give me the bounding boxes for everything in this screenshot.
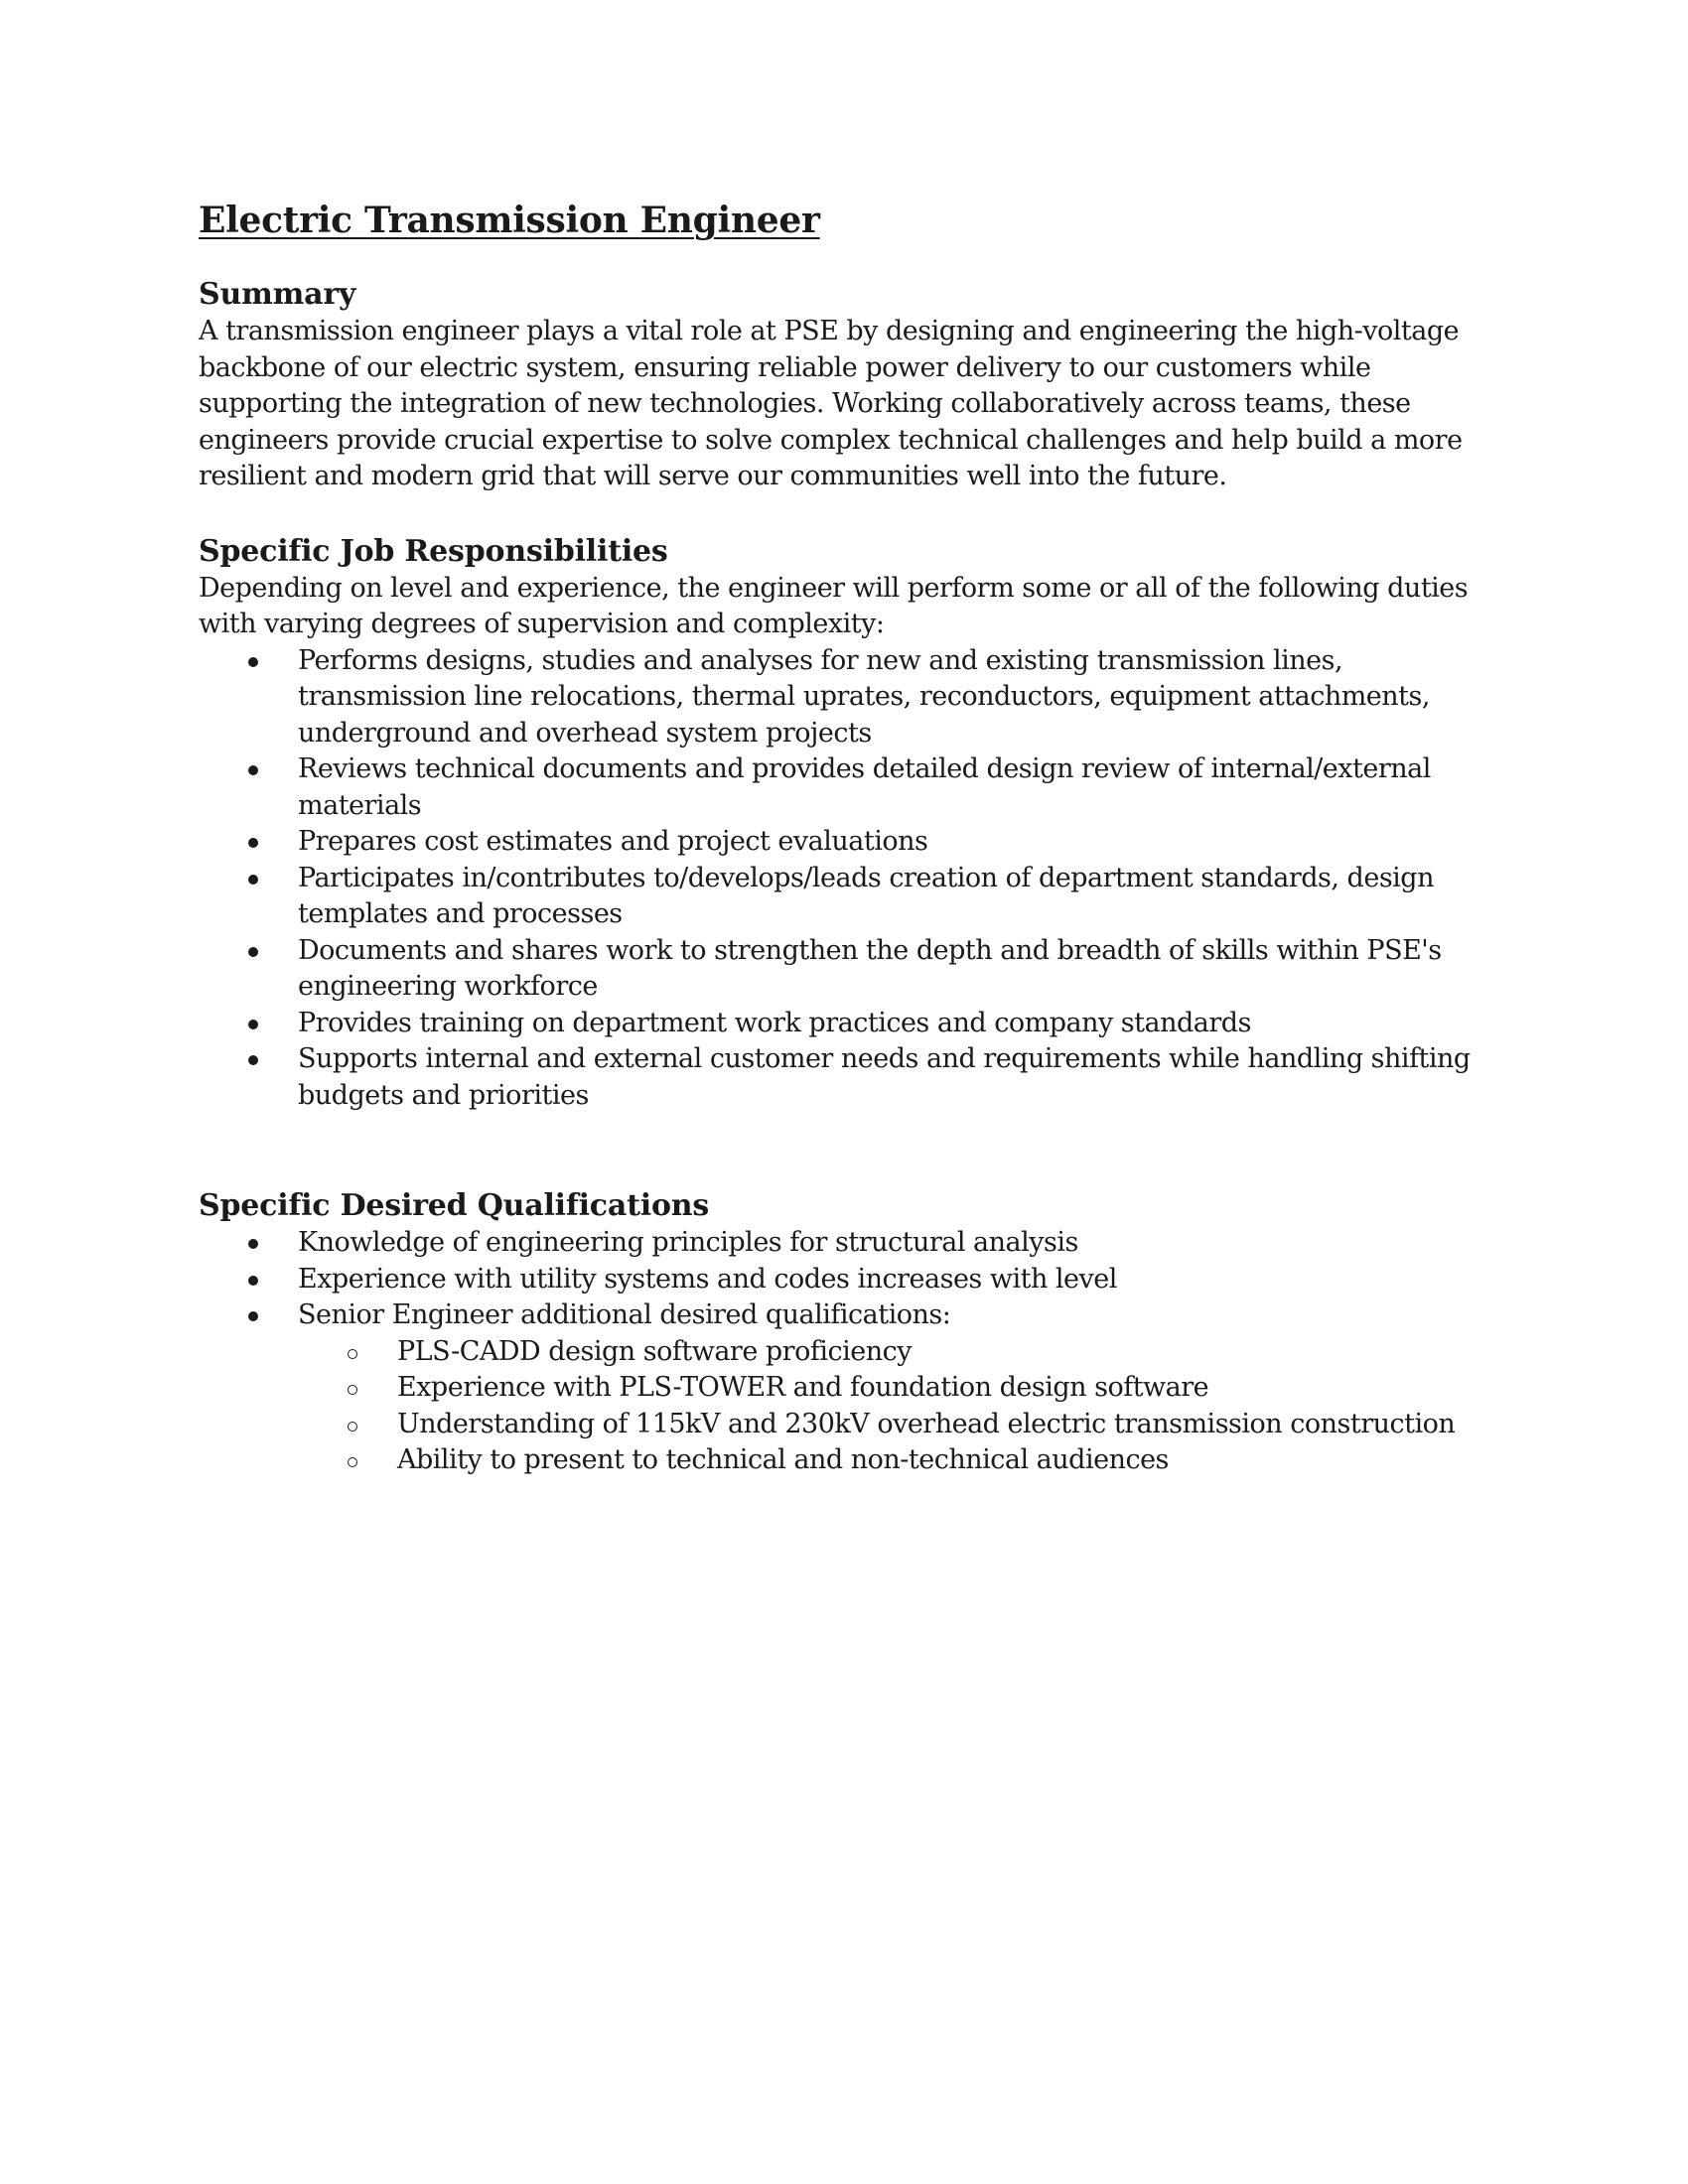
responsibilities-section bbox=[199, 533, 1489, 1115]
list-item bbox=[199, 1006, 1489, 1042]
bullet-icon bbox=[248, 1239, 258, 1249]
sub-list-item-text: Experience with PLS-TOWER and foundation design software bbox=[397, 1372, 1209, 1403]
sub-list-item-text: Ability to present to technical and non-technical audiences bbox=[397, 1444, 1169, 1475]
bullet-icon bbox=[248, 1276, 258, 1286]
list-item-text: Provides training on department work practices and company standards bbox=[298, 1007, 1251, 1038]
sub-list-item bbox=[199, 1442, 1489, 1479]
list-item bbox=[199, 1262, 1489, 1298]
list-item bbox=[199, 1041, 1489, 1114]
responsibilities-intro: Depending on level and experience, the engineer will perform some or all of the following duties with varying degrees of supervision and complexity: bbox=[199, 572, 1469, 639]
qualifications-list bbox=[199, 1225, 1489, 1479]
qualifications-heading: Specific Desired Qualifications bbox=[199, 1188, 710, 1223]
responsibilities-list bbox=[199, 643, 1489, 1115]
bullet-icon bbox=[248, 947, 258, 957]
list-item bbox=[199, 824, 1489, 861]
sub-list-item bbox=[199, 1334, 1489, 1371]
sub-list-item-text: PLS-CADD design software proficiency bbox=[397, 1335, 912, 1367]
document-title: Electric Transmission Engineer bbox=[199, 200, 820, 241]
hollow-bullet-icon bbox=[348, 1385, 357, 1395]
hollow-bullet-icon bbox=[348, 1349, 357, 1359]
bullet-icon bbox=[248, 875, 258, 885]
bullet-icon bbox=[248, 1055, 258, 1065]
list-item bbox=[199, 1297, 1489, 1334]
sub-list-item bbox=[199, 1370, 1489, 1407]
responsibilities-heading: Specific Job Responsibilities bbox=[199, 533, 668, 569]
hollow-bullet-icon bbox=[348, 1422, 357, 1432]
hollow-bullet-icon bbox=[348, 1457, 357, 1467]
list-item-text: Prepares cost estimates and project evaluations bbox=[298, 826, 928, 857]
list-item bbox=[199, 933, 1489, 1006]
sub-list-item-text: Understanding of 115kV and 230kV overhead electric transmission construction bbox=[397, 1408, 1456, 1439]
list-item-text: Participates in/contributes to/develops/leads creation of department standards, design templates and processes bbox=[298, 862, 1434, 929]
list-item-text: Supports internal and external customer needs and requirements while handling shifting budgets and priorities bbox=[298, 1043, 1471, 1111]
senior-qualifications-list bbox=[199, 1334, 1489, 1479]
summary-section bbox=[199, 276, 1489, 495]
bullet-icon bbox=[248, 838, 258, 848]
bullet-icon bbox=[248, 1311, 258, 1321]
list-item-text: Knowledge of engineering principles for structural analysis bbox=[298, 1227, 1078, 1258]
list-item-text: Documents and shares work to strengthen the depth and breadth of skills within PSE's engineering workforce bbox=[298, 934, 1442, 1002]
bullet-icon bbox=[248, 657, 258, 667]
qualifications-section bbox=[199, 1187, 1489, 1479]
list-item bbox=[199, 751, 1489, 824]
summary-heading: Summary bbox=[199, 277, 356, 312]
bullet-icon bbox=[248, 765, 258, 775]
list-item bbox=[199, 861, 1489, 933]
list-item bbox=[199, 1225, 1489, 1262]
list-item-text: Reviews technical documents and provides detailed design review of internal/external materials bbox=[298, 753, 1431, 821]
document-page bbox=[199, 195, 1489, 1479]
list-item-text: Performs designs, studies and analyses for new and existing transmission lines, transmission line relocations, thermal uprates, reconductors, equipment attachments, underground and overhead system projects bbox=[298, 644, 1430, 749]
bullet-icon bbox=[248, 1020, 258, 1029]
list-item bbox=[199, 643, 1489, 752]
list-item-text: Experience with utility systems and codes increases with level bbox=[298, 1263, 1117, 1295]
sub-list-item bbox=[199, 1407, 1489, 1443]
senior-qualifications-container bbox=[199, 1334, 1489, 1479]
list-item-text: Senior Engineer additional desired qualifications: bbox=[298, 1299, 951, 1330]
summary-text: A transmission engineer plays a vital role at PSE by designing and engineering the high-voltage backbone of our electric system, ensuring reliable power delivery to our customers while supporting the integration of new technologies. Working collaboratively across teams, these engineers provide crucial expertise to solve complex technical challenges and help build a more resilient and modern grid that will serve our communities well into the future. bbox=[199, 316, 1463, 491]
